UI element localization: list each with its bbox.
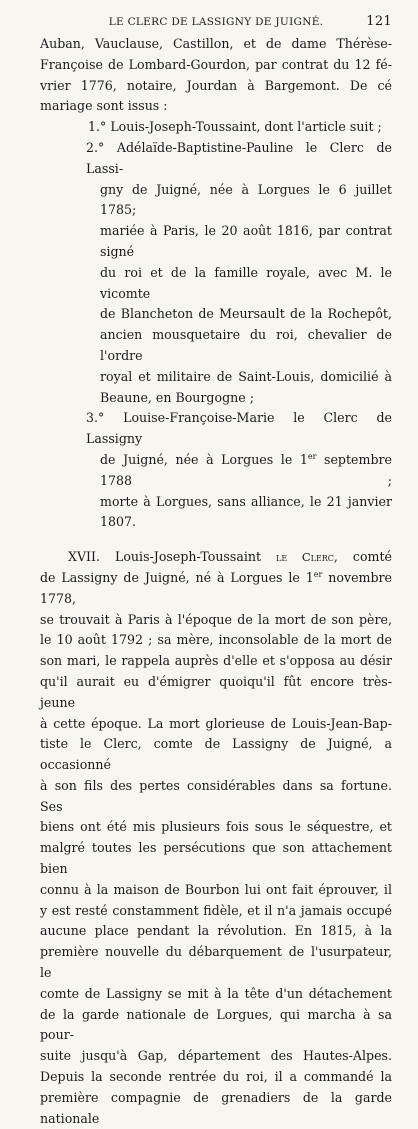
text-line: suite jusqu'à Gap, département des Hautes-Alpes. xyxy=(40,1048,392,1064)
running-title: LE CLERC DE LASSIGNY DE JUIGNÉ. xyxy=(108,16,324,28)
list-item-3-line: morte à Lorgues, sans alliance, le 21 janvier 1807. xyxy=(100,493,392,530)
text-line: biens ont été mis plusieurs fois sous le séquestre, et xyxy=(40,819,392,835)
text-line: qu'il aurait eu d'émigrer quoiqu'il fût encore très-jeune xyxy=(40,673,392,710)
text-line: le 10 août 1792 ; sa mère, inconsolable de la mort de xyxy=(40,632,392,648)
list-item-2-line: ancien mousquetaire du roi, chevalier de l'ordre xyxy=(100,327,392,363)
list-item-2: 2.° Adélaïde-Baptistine-Pauline le Clerc de Lassi- xyxy=(86,139,392,176)
text-line: Auban, Vauclause, Castillon, et de dame Thérèse- xyxy=(40,36,392,51)
list-item-2-line: du roi et de la famille royale, avec M. le vicomte xyxy=(100,264,392,301)
text-line: à cette époque. La mort glorieuse de Louis-Jean-Bap- xyxy=(40,715,392,731)
list-item-3: 3.° Louise-Françoise-Marie le Clerc de Lassigny xyxy=(86,410,392,447)
list-item-2-line: Beaune, en Bourgogne ; xyxy=(100,389,254,405)
text-line: connu à la maison de Bourbon lui ont fait éprouver, il xyxy=(40,881,392,897)
text-line: Françoise de Lombard-Gourdon, par contrat du 12 fé- xyxy=(40,56,392,72)
text-line: de Lassigny de Juigné, né à Lorgues le 1er novembre 1778, xyxy=(40,569,392,606)
text-line: son mari, le rappela auprès d'elle et s'opposa au désir xyxy=(40,653,392,669)
running-head xyxy=(40,14,392,34)
text-line: vrier 1776, notaire, Jourdan à Bargemont. De cé xyxy=(40,77,392,93)
list-item-2-line: de Blancheton de Meursault de la Rochepôt, xyxy=(100,306,392,322)
text-line: y est resté constamment fidèle, et il n'a jamais occupé xyxy=(40,902,392,918)
text-line: première compagnie de grenadiers de la garde nationale xyxy=(40,1089,392,1126)
text-line: mariage sont issus : xyxy=(40,98,168,114)
paragraph-gap xyxy=(40,533,392,547)
list-item-2-line: mariée à Paris, le 20 août 1816, par contrat signé xyxy=(100,223,392,259)
text-line: malgré toutes les persécutions que son attachement bien xyxy=(40,840,392,877)
text-line: de la garde nationale de Lorgues, qui marcha à sa pour- xyxy=(40,1006,392,1043)
list-item-1: 1.° Louis-Joseph-Toussaint, dont l'article suit ; xyxy=(88,119,382,135)
text-line: à son fils des pertes considérables dans sa fortune. Ses xyxy=(40,777,392,814)
text-line: tiste le Clerc, comte de Lassigny de Juigné, a occasionné xyxy=(40,736,392,773)
list-item-2-line: royal et militaire de Saint-Louis, domicilié à xyxy=(100,368,392,384)
page-text xyxy=(40,34,392,1129)
list-item-3-line: de Juigné, née à Lorgues le 1er septembre 1788 ; xyxy=(100,451,392,488)
text-line: comte de Lassigny se mit à la tête d'un détachement xyxy=(40,985,392,1001)
text-line: aucune place pendant la révolution. En 1815, à la xyxy=(40,923,392,939)
list-item-2-line: gny de Juigné, née à Lorgues le 6 juillet 1785; xyxy=(100,181,392,218)
text-line: Depuis la seconde rentrée du roi, il a commandé la xyxy=(40,1069,392,1085)
page-number: 121 xyxy=(366,14,392,29)
paragraph-heading-line: XVII. Louis-Joseph-Toussaint le Clerc, comté xyxy=(68,549,392,565)
text-line: première nouvelle du débarquement de l'usurpateur, le xyxy=(40,944,392,981)
text-line: se trouvait à Paris à l'époque de la mort de son père, xyxy=(40,611,392,627)
